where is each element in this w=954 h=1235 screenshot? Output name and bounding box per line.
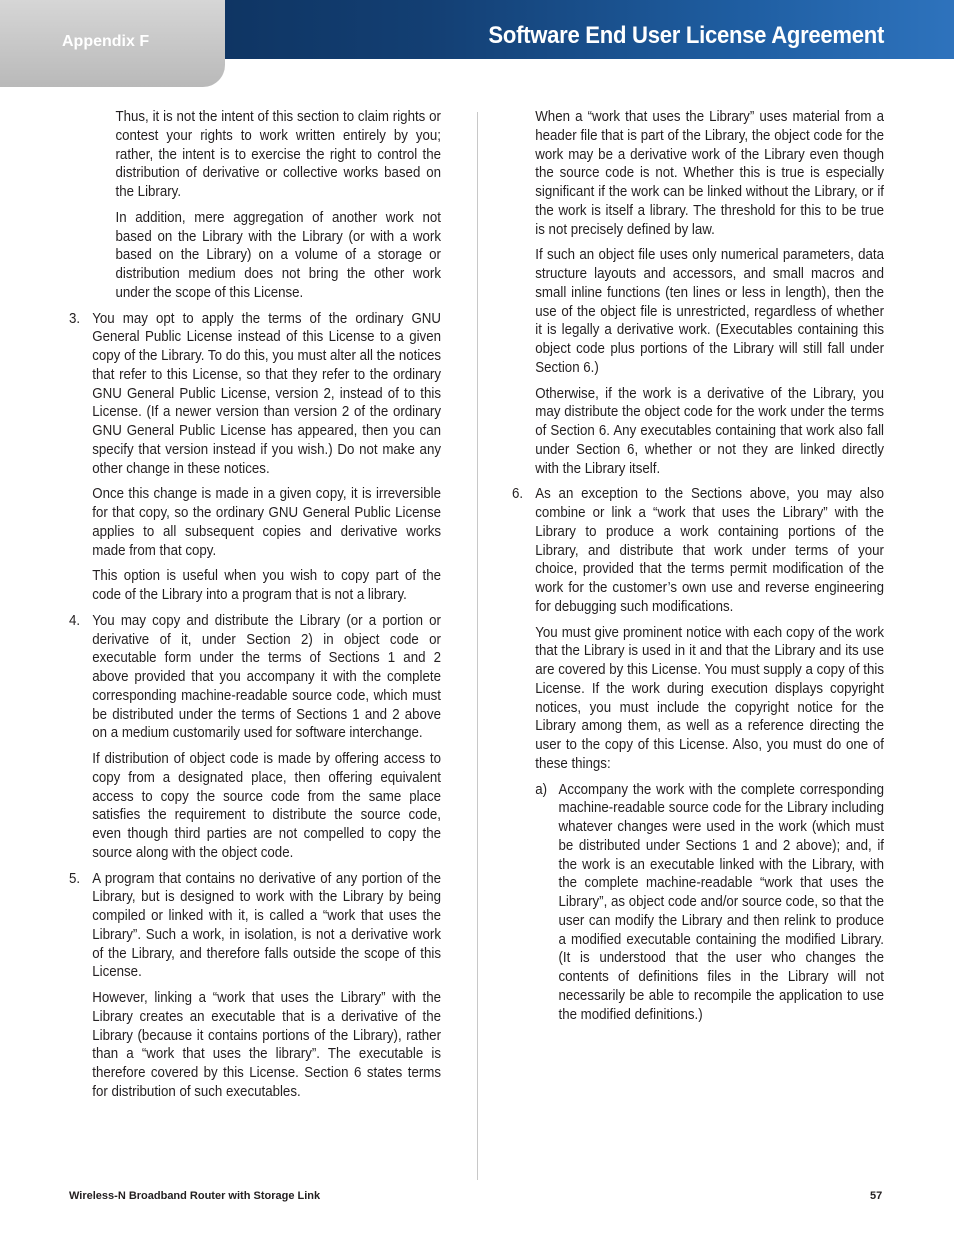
paragraph: Otherwise, if the work is a derivative of the Library, you may distribute the object code for the work under the terms of Section 6. Any executables containing that work also fall under Section 6, whether or not they are linked directly with the Library itself.: [535, 385, 884, 477]
list-item-6: [512, 485, 884, 616]
item-number: 4.: [69, 612, 81, 629]
item-text: As an exception to the Sections above, you may also combine or link a “work that uses the Library” with the Library to produce a work containing portions of the Library, and distribute that work under terms of your choice, provided that the terms permit modification of the work for the customer’s own use and reverse engineering for debugging such modifications.: [535, 486, 884, 615]
item-text: You may copy and distribute the Library (or a portion or derivative of it, under Section 2) in object code or executable form under the terms of Sections 1 and 2 above provided that you accompany it with the complete corresponding machine-readable source code, which must be distributed under the terms of Sections 1 and 2 above on a medium customarily used for software interchange.: [92, 612, 441, 742]
list-item-4: [69, 612, 441, 743]
subitem-text: Accompany the work with the complete corresponding machine-readable source code for the Library including whatever changes were used in the work (which must be distributed under Sections 1 and 2 above); and, if the work is an executable linked with the Library, with the complete machine-readable “work that uses the Library”, as object code and/or source code, so that the user can modify the Library and then relink to produce a modified executable containing the modified Library. (It is understood that the user who changes the contents of definitions files in the Library will not necessarily be able to recompile the application to use the modified definitions.): [558, 781, 884, 1023]
paragraph: If such an object file uses only numerical parameters, data structure layouts and accessors, and small macros and small inline functions (ten lines or less in length), then the use of the object file is unrestricted, regardless of whether it is legally a derivative work. (Executables containing this object code plus portions of the Library will still fall under Section 6.): [535, 247, 884, 376]
paragraph: You must give prominent notice with each copy of the work that the Library is used in it and that the Library and its use are covered by this License. You must supply a copy of this License. If the work during execution displays copyright notices, you must include the copyright notice for the Library among them, as well as a reference directing the user to the copy of this License. Also, you must do one of these things:: [535, 624, 884, 772]
page-title: Software End User License Agreement: [488, 22, 884, 49]
paragraph: Once this change is made in a given copy, it is irreversible for that copy, so the ordinary GNU General Public License applies to all subsequent copies and derivative works made from that copy.: [92, 486, 441, 559]
list-item-5: [69, 870, 441, 983]
right-column: [512, 108, 884, 1031]
item-number: 3.: [69, 310, 81, 327]
subitem-letter: a): [535, 781, 548, 798]
paragraph: This option is useful when you wish to copy part of the code of the Library into a program that is not a library.: [92, 568, 441, 603]
paragraph: However, linking a “work that uses the Library” with the Library creates an executable that is a derivative of the Library (because it contains portions of the Library), rather than a “work that uses the library”. The executable is therefore covered by this License. Section 6 states terms for distribution of such executables.: [92, 990, 441, 1100]
list-subitem-a: [535, 781, 884, 1025]
appendix-label: Appendix F: [62, 33, 150, 50]
paragraph: If distribution of object code is made by offering access to copy from a designated place, then offering equivalent access to copy the source code from the same place satisfies the requirement to distribute the source code, even though third parties are not compelled to copy the source along with the object code.: [92, 751, 441, 861]
item-number: 5.: [69, 870, 81, 887]
footer-product: Wireless-N Broadband Router with Storage Link: [69, 1190, 321, 1202]
appendix-tab: [0, 0, 225, 87]
left-column: [69, 108, 441, 1109]
paragraph: In addition, mere aggregation of another work not based on the Library with the Library (or with a work based on the Library) on a volume of a storage or distribution medium does not bring the other work under the scope of this License.: [115, 209, 441, 301]
item-text: A program that contains no derivative of any portion of the Library, but is designed to work with the Library by being compiled or linked with it, is called a “work that uses the Library”. Such a work, in isolation, is not a derivative work of the Library, and therefore falls outside the scope of this License.: [92, 870, 441, 981]
item-text: You may opt to apply the terms of the ordinary GNU General Public License instead of this License to a given copy of the Library. To do this, you must alter all the notices that refer to this License, so that they refer to the ordinary GNU General Public License, version 2, instead of to this License. (If a newer version than version 2 of the ordinary GNU General Public License has appeared, then you can specify that version instead if you wish.) Do not make any other change in these notices.: [92, 310, 441, 477]
paragraph: Thus, it is not the intent of this section to claim rights or contest your rights to work written entirely by you; rather, the intent is to exercise the right to control the distribution of derivative or collective works based on the Library.: [115, 109, 441, 200]
page-number: 57: [870, 1190, 883, 1202]
list-item-3: [69, 310, 441, 479]
column-divider: [477, 112, 478, 1180]
item-number: 6.: [512, 486, 524, 503]
paragraph: When a “work that uses the Library” uses material from a header file that is part of the Library, the object code for the work may be a derivative work of the Library even though the source code is not. Whether this is true is especially significant if the work can be linked without the Library, or if the work is itself a library. The threshold for this to be true is not precisely defined by law.: [535, 109, 884, 238]
